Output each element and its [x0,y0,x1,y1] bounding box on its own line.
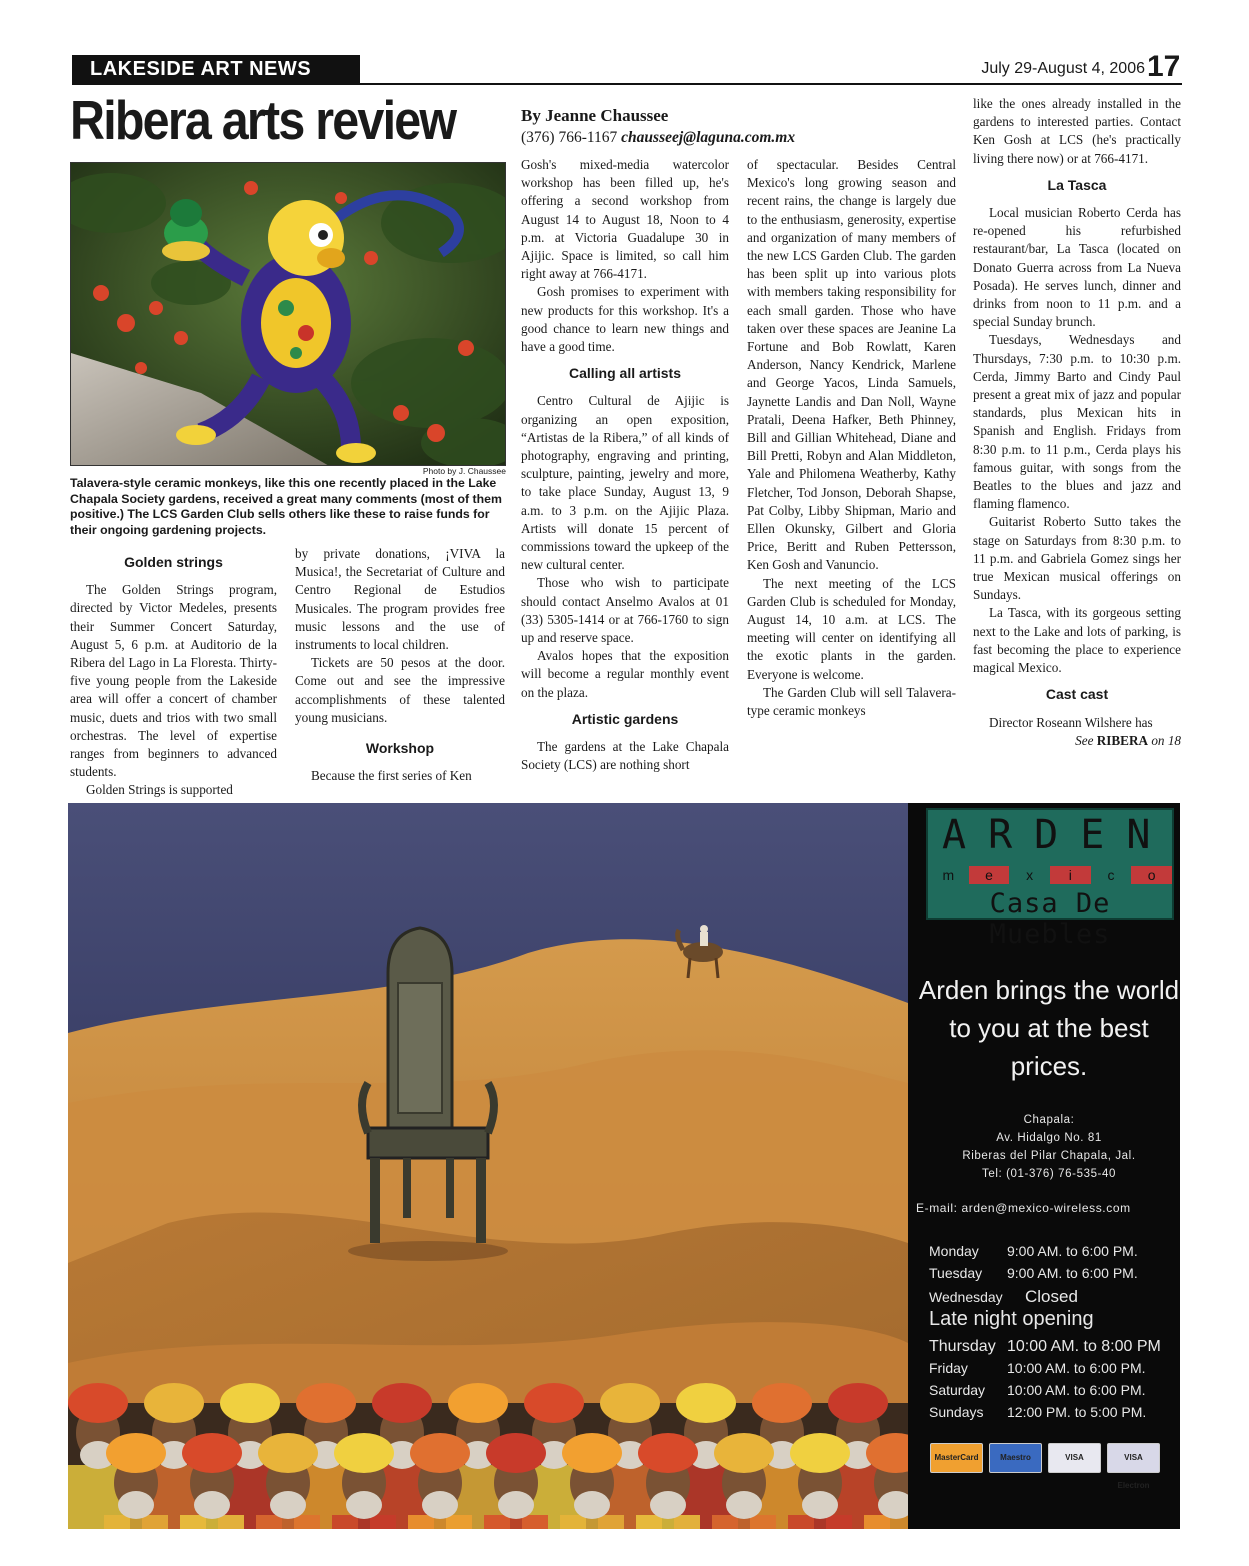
hours-row [929,1338,1161,1356]
hours-row [929,1404,1146,1420]
hours-time: 9:00 AM. to 6:00 PM. [1007,1243,1138,1259]
arden-advertisement [68,803,1180,1529]
author-email[interactable]: chausseej@laguna.com.mx [621,129,796,146]
hours-day: Tuesday [929,1265,983,1281]
payment-card-icon: VISA [1048,1443,1101,1473]
paragraph: The Golden Strings program, directed by Victor Medeles, presents their Summer Concert Saturday, August 5, 6 p.m. at Auditorio de la Ribera del Lago in La Floresta. Thirty-five young people from the Lakeside area will offer a concert of chamber music, duets and trios with two small orchestras. The level of expertise ranges from beginners to advanced students. [70,582,277,780]
logo-sub-letter: m [928,866,969,884]
page-number: 17 [1147,50,1181,83]
logo-sub-letter: o [1131,866,1172,884]
paragraph: Avalos hopes that the exposition will become a regular monthly event on the plaza. [521,648,729,700]
paragraph: Director Roseann Wilshere has [989,714,1153,730]
paragraph: Gosh's mixed-media watercolor workshop has been filled up, he's offering a second workshop from August 14 to August 18, Noon to 4 p.m. at Victoria Guadalupe 30 in Ajijic. Space is limited, so call him right away at 766-4171. [521,157,729,282]
arden-info-panel [908,803,1180,1529]
logo-sub-letter: e [969,866,1010,884]
hours-day: Wednesday [929,1289,1003,1305]
hours-time: 12:00 PM. to 5:00 PM. [1007,1404,1147,1420]
paragraph: Centro Cultural de Ajijic is organizing an open exposition, “Artistas de la Ribera,” of all kinds of photography, engraving and printing, sculpture, painting, jewelry and more, to take place Sunday, August 13, 9 a.m. to 3 p.m. on the Ajijic Plaza. Artists will donate 15 percent of commissions toward the upkeep of the new cultural center. [521,393,729,573]
hours-row [929,1382,1146,1398]
column-5 [973,95,1181,750]
hours-time: Closed [1025,1287,1078,1306]
subhead-calling-artists: Calling all artists [568,365,682,382]
hours-time: 9:00 AM. to 6:00 PM. [1007,1265,1138,1281]
hours-time: 10:00 AM. to 6:00 PM. [1007,1382,1146,1398]
hours-day: Thursday [929,1338,996,1355]
header-rule [72,83,1182,85]
turbaned-men-image [68,1383,908,1529]
hours-day: Friday [929,1360,968,1376]
jump-prefix: See [1075,732,1094,748]
address-line: Tel: (01-376) 76-535-40 [982,1168,1116,1180]
subhead-cast-cast: Cast cast [1045,686,1109,703]
hours-time: 10:00 AM. to 6:00 PM. [1007,1360,1146,1376]
column-4 [747,156,956,720]
hours-day: Monday [929,1243,979,1259]
address-line: Av. Hidalgo No. 81 [996,1132,1102,1144]
payment-card-icon: VISA Electron [1107,1443,1160,1473]
logo-name: ARDEN [942,812,1173,858]
paragraph: Those who wish to participate should contact Anselmo Avalos at 01 (33) 5305-1414 or at 766-1760 to sign up and reserve space. [521,575,729,646]
column-3 [521,156,729,775]
hours-row [929,1287,1078,1307]
logo-tagline: Casa De Muebles [989,888,1111,950]
paragraph: Golden Strings is supported [86,782,233,798]
paragraph: Local musician Roberto Cerda has re-opened his refurbished restaurant/bar, La Tasca (located on Donato Guerra across from La Nueva Posada). He serves lunch, dinner and drinks from noon to 11 p.m. and a special Sunday brunch. [973,205,1181,330]
payment-card-icon: Maestro [989,1443,1042,1473]
paragraph: The next meeting of the LCS Garden Club is scheduled for Monday, August 14, 10 a.m. at LCS. The meeting will center on identifying all the exotic plants in the garden. Everyone is welcome. [747,575,956,682]
store-address [918,1111,1180,1183]
desert-scene-image [68,803,908,1529]
subhead-workshop: Workshop [365,740,435,757]
byline: By Jeanne Chaussee [521,106,669,125]
paragraph: Tuesdays, Wednesdays and Thursdays, 7:30 p.m. to 10:30 p.m. Cerda, Jimmy Barto and Cindy Paul present a great mix of jazz and popular standards, plus Mexican hits in Spanish and English. Fridays from 8:30 p.m. to 11 p.m., Cerda plays his famous guitar, with songs from the Beatles to the blues and jazz and flaming flamenco. [973,332,1181,512]
store-email[interactable]: E-mail: arden@mexico-wireless.com [916,1201,1131,1215]
paragraph: The Garden Club will sell Talavera-type ceramic monkeys [747,684,956,719]
paragraph: The gardens at the Lake Chapala Society (LCS) are nothing short [521,739,729,773]
logo-sub [928,866,1172,884]
paragraph: Guitarist Roberto Sutto takes the stage on Saturdays from 8:30 p.m. to 11 p.m. and Gabriela Gomez sings her true Mexican musical offerings on Sundays. [973,514,1181,603]
ceramic-monkey-illustration [71,163,506,466]
hours-row [929,1243,1138,1259]
payment-card-icon: MasterCard [930,1443,983,1473]
logo-sub-letter: x [1009,866,1050,884]
paragraph: by private donations, ¡VIVA la Musica!, the Secretariat of Culture and Centro Regional de Estudios Musicales. The program provides free music lessons and the use of instruments to local children. [295,546,505,653]
hours-day: Sundays [929,1404,984,1420]
column-2 [295,545,505,785]
subhead-la-tasca: La Tasca [1047,176,1107,193]
logo-sub-letter: c [1091,866,1132,884]
payment-cards [930,1443,1160,1490]
hours-row [929,1360,1146,1376]
paragraph: Gosh promises to experiment with new products for this workshop. It's a good chance to learn new things and have a good time. [521,284,729,355]
subhead-golden-strings: Golden strings [124,554,223,570]
headline: Ribera arts review [70,89,456,151]
paragraph: La Tasca, with its gorgeous setting next to the Lake and lots of parking, is fast becoming the place to experience magical Mexico. [973,605,1181,676]
jump-target: RIBERA [1096,732,1149,748]
section-banner: LAKESIDE ART NEWS [72,55,360,84]
column-1 [70,545,277,800]
issue-date: July 29-August 4, 2006 [981,60,1145,77]
hours-day: Saturday [929,1382,986,1398]
jump-line[interactable] [973,732,1181,750]
ceramic-monkey-photo [70,162,506,466]
paragraph: of spectacular. Besides Central Mexico's long growing season and recent rains, the change is largely due to the enthusiasm, generosity, expertise and organization of many members of the new LCS Garden Club. The garden has been split up into various plots with members taking responsibility for each small garden. Those who have taken over these spaces are Jeanine La Fortune and Bob Rowlatt, Karen Anderson, Nancy Kendrick, Marlene and George Yacos, Linda Samuels, Jaynette Landis and Dan Noll, Wayne Pratali, Deena Hafker, Beth Phinney, Bill and Gillian Whitehead, Diane and Bill Pretti, Robyn and Alan Middleton, Yale and Philomena Weatherby, Kathy Fletcher, Tod Jonson, Deborah Shapse, Pat Colby, Libby Shipman, Mario and Ellen Okunsky, Gilbert and Gloria Price, Beritt and Ruben Pettersson, Ken Gosh and Vanuncio. [747,157,956,573]
author-contact [521,129,795,147]
ad-slogan: Arden brings the world to you at the best prices. [918,975,1180,1081]
logo-sub-letter: i [1050,866,1091,884]
photo-caption: Talavera-style ceramic monkeys, like this one recently placed in the Lake Chapala Society gardens, received a great many comments (most of them positive.) The LCS Garden Club sells others like these to raise funds for their ongoing gardening projects. [70,476,502,537]
subhead-artistic-gardens: Artistic gardens [571,710,679,727]
paragraph: like the ones already installed in the gardens to interested parties. Contact Ken Gosh at LCS (he's practically living there now) or at 766-4171. [973,96,1181,166]
author-phone: (376) 766-1167 [521,129,618,146]
late-night-label: Late night opening [929,1308,1094,1330]
address-line: Chapala: [1023,1114,1075,1126]
hours-time: 10:00 AM. to 8:00 PM [1007,1338,1161,1355]
photo-credit: Photo by J. Chaussee [422,466,506,476]
paragraph: Because the first series of Ken [311,768,472,784]
jump-suffix: on 18 [1151,732,1181,748]
arden-logo [926,808,1174,950]
address-line: Riberas del Pilar Chapala, Jal. [962,1150,1136,1162]
hours-row [929,1265,1138,1281]
paragraph: Tickets are 50 pesos at the door. Come out and see the impressive accomplishments of these talented young musicians. [295,655,505,725]
